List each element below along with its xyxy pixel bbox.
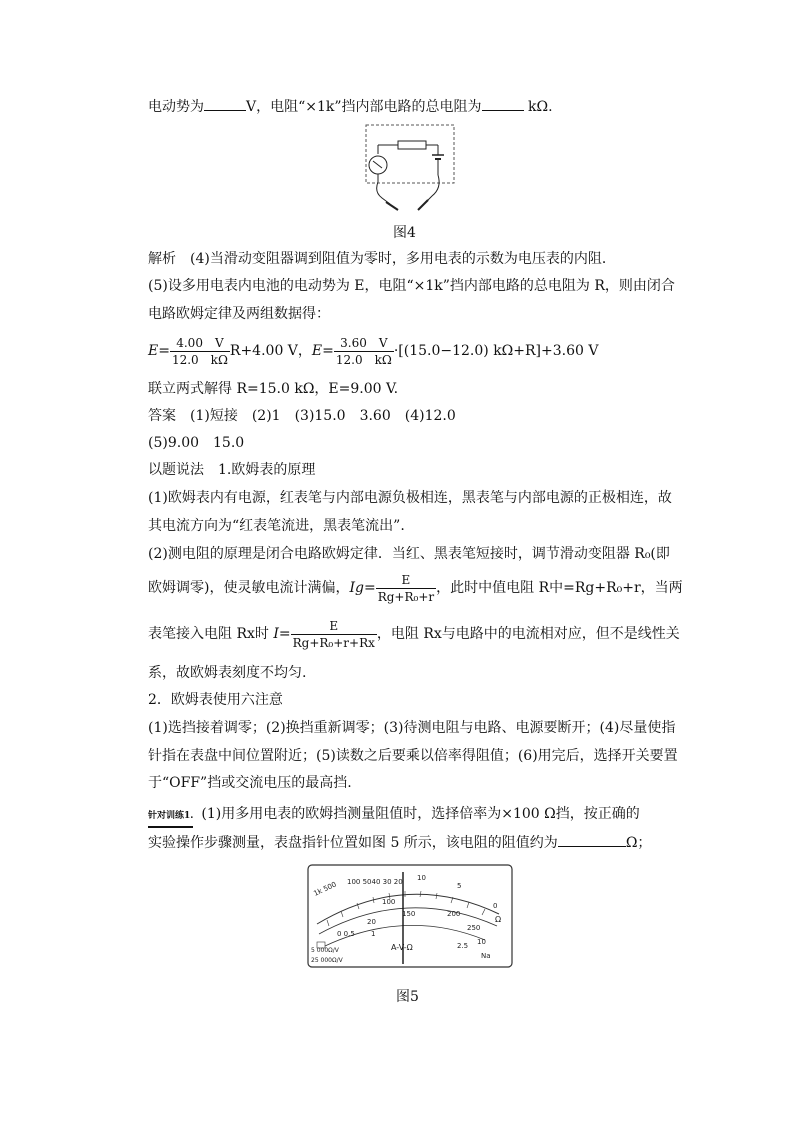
answer-blank [558, 832, 626, 847]
solve-line: 联立两式解得 R=15.0 kΩ，E=9.00 V. [148, 381, 399, 397]
figure-5-caption: 图5 [396, 989, 419, 1005]
text-line-1: 电动势为 V，电阻“×1k”挡内部电路的总电阻为 kΩ. [148, 96, 553, 117]
svg-text:Ω: Ω [495, 915, 502, 924]
svg-text:100 5040 30 20: 100 5040 30 20 [347, 878, 403, 886]
principle-line-3: (2)测电阻的原理是闭合电路欧姆定律．当红、黑表笔短接时，调节滑动变阻器 R₀(即 [148, 546, 670, 562]
svg-text:2.5: 2.5 [457, 942, 469, 950]
analysis-line-3: 电路欧姆定律及两组数据得： [148, 306, 330, 322]
figure-4-circuit [360, 120, 460, 215]
svg-text:Na: Na [481, 952, 491, 960]
svg-text:A-V-Ω: A-V-Ω [391, 943, 413, 952]
svg-text:200: 200 [447, 910, 461, 918]
notes-line-2: 针指在表盘中间位置附近；(5)读数之后要乘以倍率得阻值；(6)用完后，选择开关要置 [148, 748, 678, 764]
exercise-line-2: 实验操作步骤测量，表盘指针位置如图 5 所示，该电阻的阻值约为 Ω； [148, 832, 651, 853]
answer-blank [204, 96, 246, 111]
notes-line-3: 于“OFF”挡或交流电压的最高挡. [148, 775, 352, 791]
principle-line-2: 其电流方向为“红表笔流进，黑表笔流出”. [148, 518, 405, 534]
svg-text:5 000Ω/V: 5 000Ω/V [311, 947, 339, 954]
exercise-line-1: 针对训练1. (1)用多用电表的欧姆挡测量阻值时，选择倍率为×100 Ω挡，按正确的 [148, 804, 640, 828]
figure-4-caption: 图4 [393, 225, 416, 241]
svg-text:150: 150 [402, 910, 416, 918]
figure-5-meter-dial [307, 864, 513, 968]
svg-text:5: 5 [457, 882, 462, 890]
principle-line-6: 系，故欧姆表刻度不均匀. [148, 665, 307, 681]
section-heading-1: 以题说法 1.欧姆表的原理 [148, 462, 316, 478]
principle-line-4: 欧姆调零)，使灵敏电流计满偏，Ig= $\frac{E}{\text{Rg+R₀+r}}$ ，此时中值电阻 R中=Rg+R₀+r，当两 [148, 572, 683, 604]
svg-text:250: 250 [467, 924, 481, 932]
principle-line-1: (1)欧姆表内有电源，红表笔与内部电源负极相连，黑表笔与内部电源的正极相连，故 [148, 490, 672, 506]
exercise-badge: 针对训练1. [148, 806, 193, 828]
svg-text:1: 1 [371, 930, 376, 938]
answer-blank [482, 96, 524, 111]
analysis-line-1: 解析 (4)当滑动变阻器调到阻值为零时，多用电表的示数为电压表的内阻． [148, 251, 616, 267]
svg-text:1k 500: 1k 500 [312, 880, 338, 898]
notes-line-1: (1)选挡接着调零；(2)换挡重新调零；(3)待测电阻与电路、电源要断开；(4)尽量使指 [148, 720, 676, 736]
svg-text:10: 10 [417, 874, 426, 882]
svg-text:20: 20 [367, 918, 376, 926]
svg-text:0 0.5: 0 0.5 [337, 930, 355, 938]
answer-line-1: 答案 (1)短接 (2)1 (3)15.0 3.60 (4)12.0 [148, 408, 456, 424]
equation-line: E= $\frac{4.00 V}{12.0 k\Omega}$ R+4.00 V，E= $\frac{3.60 V}{12.0 k\Omega}$ ·[(15.0−12.0) kΩ+R]+3.60 V [148, 335, 599, 367]
svg-text:25 000Ω/V: 25 000Ω/V [311, 957, 343, 964]
analysis-line-2: (5)设多用电表内电池的电动势为 E，电阻“×1k”挡内部电路的总电阻为 R，则由闭合 [148, 278, 675, 294]
section-heading-2: 2．欧姆表使用六注意 [148, 692, 283, 708]
svg-text:100: 100 [382, 898, 396, 906]
answer-line-2: (5)9.00 15.0 [148, 435, 245, 451]
svg-text:0: 0 [493, 902, 498, 910]
principle-line-5: 表笔接入电阻 Rx时 I= $\frac{E}{\text{Rg+R₀+r+Rx}}$ ，电阻 Rx与电路中的电流相对应，但不是线性关 [148, 618, 680, 650]
svg-text:10: 10 [477, 938, 486, 946]
